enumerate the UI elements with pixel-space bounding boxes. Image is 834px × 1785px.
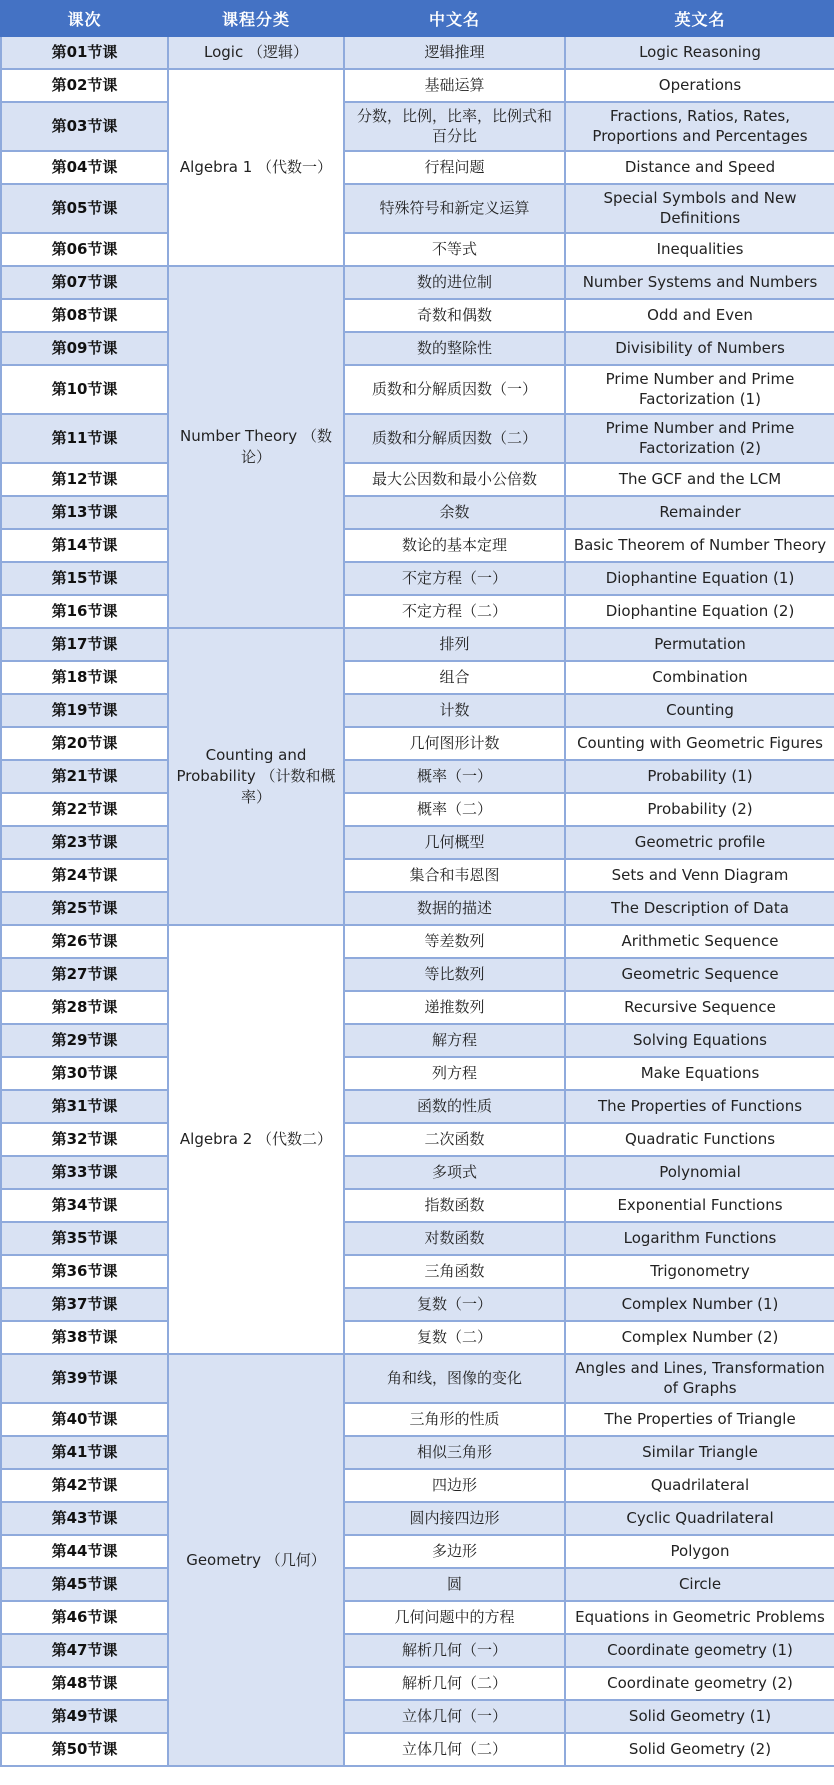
chinese-name-cell: 立体几何（一） [344, 1700, 565, 1733]
lesson-cell: 第03节课 [1, 102, 168, 151]
chinese-name-cell: 数据的描述 [344, 892, 565, 925]
english-name-cell: Distance and Speed [565, 151, 834, 184]
lesson-cell: 第46节课 [1, 1601, 168, 1634]
table-row [1, 1700, 834, 1733]
table-row [1, 102, 834, 151]
chinese-name-cell: 几何问题中的方程 [344, 1601, 565, 1634]
english-name-cell: Probability (1) [565, 760, 834, 793]
table-row [1, 826, 834, 859]
category-cell: Algebra 1 （代数一） [168, 69, 344, 266]
lesson-cell: 第43节课 [1, 1502, 168, 1535]
english-name-cell: Counting with Geometric Figures [565, 727, 834, 760]
lesson-cell: 第02节课 [1, 69, 168, 102]
lesson-cell: 第30节课 [1, 1057, 168, 1090]
column-header-english-name: 英文名 [565, 1, 834, 36]
english-name-cell: Permutation [565, 628, 834, 661]
lesson-cell: 第24节课 [1, 859, 168, 892]
english-name-cell: Polynomial [565, 1156, 834, 1189]
english-name-cell: Quadrilateral [565, 1469, 834, 1502]
lesson-cell: 第10节课 [1, 365, 168, 414]
english-name-cell: Basic Theorem of Number Theory [565, 529, 834, 562]
lesson-cell: 第08节课 [1, 299, 168, 332]
english-name-cell: Circle [565, 1568, 834, 1601]
english-name-cell: Probability (2) [565, 793, 834, 826]
table-row [1, 496, 834, 529]
chinese-name-cell: 最大公因数和最小公倍数 [344, 463, 565, 496]
chinese-name-cell: 数论的基本定理 [344, 529, 565, 562]
table-row [1, 529, 834, 562]
chinese-name-cell: 质数和分解质因数（二） [344, 414, 565, 463]
chinese-name-cell: 立体几何（二） [344, 1733, 565, 1766]
table-row [1, 925, 834, 958]
lesson-cell: 第14节课 [1, 529, 168, 562]
chinese-name-cell: 不等式 [344, 233, 565, 266]
chinese-name-cell: 行程问题 [344, 151, 565, 184]
english-name-cell: The Description of Data [565, 892, 834, 925]
chinese-name-cell: 奇数和偶数 [344, 299, 565, 332]
chinese-name-cell: 组合 [344, 661, 565, 694]
table-row [1, 694, 834, 727]
lesson-cell: 第37节课 [1, 1288, 168, 1321]
table-row [1, 1090, 834, 1123]
table-row [1, 414, 834, 463]
chinese-name-cell: 集合和韦恩图 [344, 859, 565, 892]
chinese-name-cell: 复数（二） [344, 1321, 565, 1354]
lesson-cell: 第29节课 [1, 1024, 168, 1057]
lesson-cell: 第42节课 [1, 1469, 168, 1502]
english-name-cell: Combination [565, 661, 834, 694]
table-row [1, 266, 834, 299]
chinese-name-cell: 二次函数 [344, 1123, 565, 1156]
table-row [1, 1057, 834, 1090]
chinese-name-cell: 分数，比例，比率，比例式和百分比 [344, 102, 565, 151]
chinese-name-cell: 解方程 [344, 1024, 565, 1057]
lesson-cell: 第36节课 [1, 1255, 168, 1288]
chinese-name-cell: 列方程 [344, 1057, 565, 1090]
chinese-name-cell: 质数和分解质因数（一） [344, 365, 565, 414]
table-row [1, 299, 834, 332]
lesson-cell: 第12节课 [1, 463, 168, 496]
column-header-chinese-name: 中文名 [344, 1, 565, 36]
category-cell: Logic （逻辑） [168, 36, 344, 69]
lesson-cell: 第17节课 [1, 628, 168, 661]
category-cell: Geometry （几何） [168, 1354, 344, 1766]
lesson-cell: 第28节课 [1, 991, 168, 1024]
lesson-cell: 第38节课 [1, 1321, 168, 1354]
english-name-cell: The Properties of Triangle [565, 1403, 834, 1436]
chinese-name-cell: 余数 [344, 496, 565, 529]
lesson-cell: 第48节课 [1, 1667, 168, 1700]
category-cell: Number Theory （数论） [168, 266, 344, 628]
lesson-cell: 第33节课 [1, 1156, 168, 1189]
english-name-cell: Solid Geometry (1) [565, 1700, 834, 1733]
english-name-cell: Diophantine Equation (1) [565, 562, 834, 595]
english-name-cell: The GCF and the LCM [565, 463, 834, 496]
lesson-cell: 第35节课 [1, 1222, 168, 1255]
lesson-cell: 第21节课 [1, 760, 168, 793]
table-row [1, 1123, 834, 1156]
chinese-name-cell: 多边形 [344, 1535, 565, 1568]
category-cell: Counting and Probability （计数和概率） [168, 628, 344, 925]
chinese-name-cell: 多项式 [344, 1156, 565, 1189]
english-name-cell: Make Equations [565, 1057, 834, 1090]
table-row [1, 958, 834, 991]
chinese-name-cell: 几何图形计数 [344, 727, 565, 760]
english-name-cell: Logarithm Functions [565, 1222, 834, 1255]
english-name-cell: Coordinate geometry (2) [565, 1667, 834, 1700]
english-name-cell: Diophantine Equation (2) [565, 595, 834, 628]
lesson-cell: 第47节课 [1, 1634, 168, 1667]
chinese-name-cell: 不定方程（一） [344, 562, 565, 595]
table-row [1, 233, 834, 266]
lesson-cell: 第22节课 [1, 793, 168, 826]
lesson-cell: 第31节课 [1, 1090, 168, 1123]
table-row [1, 1502, 834, 1535]
table-row [1, 332, 834, 365]
english-name-cell: Fractions, Ratios, Rates, Proportions and Percentages [565, 102, 834, 151]
lesson-cell: 第26节课 [1, 925, 168, 958]
chinese-name-cell: 解析几何（二） [344, 1667, 565, 1700]
english-name-cell: Inequalities [565, 233, 834, 266]
column-header-lesson: 课次 [1, 1, 168, 36]
table-row [1, 661, 834, 694]
english-name-cell: Complex Number (1) [565, 1288, 834, 1321]
table-row [1, 760, 834, 793]
english-name-cell: Exponential Functions [565, 1189, 834, 1222]
english-name-cell: Coordinate geometry (1) [565, 1634, 834, 1667]
lesson-cell: 第27节课 [1, 958, 168, 991]
table-row [1, 1222, 834, 1255]
lesson-cell: 第07节课 [1, 266, 168, 299]
table-row [1, 1288, 834, 1321]
table-row [1, 1156, 834, 1189]
table-row [1, 1634, 834, 1667]
english-name-cell: Cyclic Quadrilateral [565, 1502, 834, 1535]
english-name-cell: Geometric profile [565, 826, 834, 859]
table-row [1, 69, 834, 102]
chinese-name-cell: 概率（二） [344, 793, 565, 826]
chinese-name-cell: 三角形的性质 [344, 1403, 565, 1436]
lesson-cell: 第41节课 [1, 1436, 168, 1469]
lesson-cell: 第19节课 [1, 694, 168, 727]
chinese-name-cell: 几何概型 [344, 826, 565, 859]
chinese-name-cell: 数的整除性 [344, 332, 565, 365]
english-name-cell: Counting [565, 694, 834, 727]
english-name-cell: Arithmetic Sequence [565, 925, 834, 958]
table-row [1, 1568, 834, 1601]
lesson-cell: 第09节课 [1, 332, 168, 365]
column-header-category: 课程分类 [168, 1, 344, 36]
chinese-name-cell: 对数函数 [344, 1222, 565, 1255]
table-row [1, 463, 834, 496]
lesson-cell: 第04节课 [1, 151, 168, 184]
english-name-cell: Complex Number (2) [565, 1321, 834, 1354]
table-row [1, 859, 834, 892]
lesson-cell: 第18节课 [1, 661, 168, 694]
table-row [1, 1024, 834, 1057]
english-name-cell: Remainder [565, 496, 834, 529]
lesson-cell: 第32节课 [1, 1123, 168, 1156]
table-row [1, 1321, 834, 1354]
english-name-cell: Angles and Lines, Transformation of Graphs [565, 1354, 834, 1403]
table-row [1, 1601, 834, 1634]
lesson-cell: 第11节课 [1, 414, 168, 463]
chinese-name-cell: 特殊符号和新定义运算 [344, 184, 565, 233]
table-row [1, 1354, 834, 1403]
english-name-cell: Odd and Even [565, 299, 834, 332]
chinese-name-cell: 三角函数 [344, 1255, 565, 1288]
chinese-name-cell: 不定方程（二） [344, 595, 565, 628]
table-row [1, 1436, 834, 1469]
lesson-cell: 第50节课 [1, 1733, 168, 1766]
chinese-name-cell: 指数函数 [344, 1189, 565, 1222]
category-cell: Algebra 2 （代数二） [168, 925, 344, 1354]
lesson-cell: 第01节课 [1, 36, 168, 69]
english-name-cell: Special Symbols and New Definitions [565, 184, 834, 233]
table-row [1, 991, 834, 1024]
lesson-cell: 第15节课 [1, 562, 168, 595]
lesson-cell: 第05节课 [1, 184, 168, 233]
lesson-cell: 第06节课 [1, 233, 168, 266]
lesson-cell: 第40节课 [1, 1403, 168, 1436]
table-row [1, 595, 834, 628]
chinese-name-cell: 相似三角形 [344, 1436, 565, 1469]
chinese-name-cell: 概率（一） [344, 760, 565, 793]
chinese-name-cell: 圆内接四边形 [344, 1502, 565, 1535]
table-row [1, 1189, 834, 1222]
chinese-name-cell: 角和线，图像的变化 [344, 1354, 565, 1403]
english-name-cell: Geometric Sequence [565, 958, 834, 991]
chinese-name-cell: 逻辑推理 [344, 36, 565, 69]
table-row [1, 1255, 834, 1288]
lesson-cell: 第39节课 [1, 1354, 168, 1403]
chinese-name-cell: 递推数列 [344, 991, 565, 1024]
english-name-cell: The Properties of Functions [565, 1090, 834, 1123]
lesson-cell: 第44节课 [1, 1535, 168, 1568]
chinese-name-cell: 计数 [344, 694, 565, 727]
table-row [1, 184, 834, 233]
chinese-name-cell: 解析几何（一） [344, 1634, 565, 1667]
english-name-cell: Recursive Sequence [565, 991, 834, 1024]
chinese-name-cell: 等比数列 [344, 958, 565, 991]
lesson-cell: 第20节课 [1, 727, 168, 760]
table-row [1, 727, 834, 760]
english-name-cell: Prime Number and Prime Factorization (2) [565, 414, 834, 463]
english-name-cell: Equations in Geometric Problems [565, 1601, 834, 1634]
english-name-cell: Sets and Venn Diagram [565, 859, 834, 892]
table-row [1, 1733, 834, 1766]
lesson-cell: 第49节课 [1, 1700, 168, 1733]
lesson-cell: 第23节课 [1, 826, 168, 859]
english-name-cell: Logic Reasoning [565, 36, 834, 69]
table-row [1, 365, 834, 414]
table-body [1, 36, 834, 1766]
table-row [1, 793, 834, 826]
english-name-cell: Divisibility of Numbers [565, 332, 834, 365]
table-row [1, 1667, 834, 1700]
table-row [1, 151, 834, 184]
chinese-name-cell: 圆 [344, 1568, 565, 1601]
table-row [1, 628, 834, 661]
table-row [1, 1469, 834, 1502]
lesson-cell: 第25节课 [1, 892, 168, 925]
english-name-cell: Operations [565, 69, 834, 102]
english-name-cell: Solving Equations [565, 1024, 834, 1057]
header-row [1, 1, 834, 36]
english-name-cell: Similar Triangle [565, 1436, 834, 1469]
table-header [1, 1, 834, 36]
table-row [1, 1535, 834, 1568]
english-name-cell: Quadratic Functions [565, 1123, 834, 1156]
chinese-name-cell: 四边形 [344, 1469, 565, 1502]
table-row [1, 562, 834, 595]
chinese-name-cell: 函数的性质 [344, 1090, 565, 1123]
table-row [1, 1403, 834, 1436]
chinese-name-cell: 排列 [344, 628, 565, 661]
lesson-cell: 第45节课 [1, 1568, 168, 1601]
table-row [1, 36, 834, 69]
chinese-name-cell: 数的进位制 [344, 266, 565, 299]
chinese-name-cell: 基础运算 [344, 69, 565, 102]
chinese-name-cell: 等差数列 [344, 925, 565, 958]
english-name-cell: Number Systems and Numbers [565, 266, 834, 299]
english-name-cell: Trigonometry [565, 1255, 834, 1288]
table-row [1, 892, 834, 925]
chinese-name-cell: 复数（一） [344, 1288, 565, 1321]
lesson-cell: 第16节课 [1, 595, 168, 628]
lesson-cell: 第34节课 [1, 1189, 168, 1222]
english-name-cell: Polygon [565, 1535, 834, 1568]
english-name-cell: Solid Geometry (2) [565, 1733, 834, 1766]
english-name-cell: Prime Number and Prime Factorization (1) [565, 365, 834, 414]
lesson-cell: 第13节课 [1, 496, 168, 529]
